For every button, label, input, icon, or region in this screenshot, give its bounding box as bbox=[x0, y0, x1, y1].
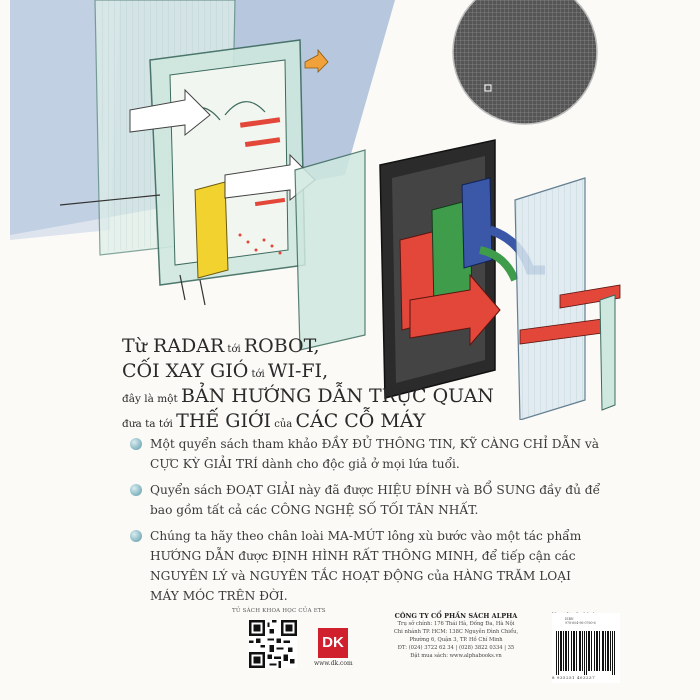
robot-word: ROBOT, bbox=[243, 335, 320, 357]
feature-bullets bbox=[130, 434, 650, 612]
far-right-plate bbox=[600, 295, 615, 410]
bullet-dot-icon bbox=[130, 438, 142, 450]
headline bbox=[122, 336, 542, 436]
qr-code-icon bbox=[249, 620, 297, 668]
dk-logo: DK bbox=[318, 628, 348, 658]
publisher-info: CÔNG TY CỔ PHẦN SÁCH ALPHA Trụ sở chính: 176 Thái Hà, Đống Đa, Hà Nội Chi nhánh TP. HCM: 138C Nguyễn Đình Chiểu, Phường 6, Quận 3, TP. Hồ Chí Minh ĐT: (024) 3722 62 34 | (028) 3822 0334 | 35 Đặt mua sách: www.alphabooks.vn bbox=[381, 612, 531, 660]
bullet-item: Chúng ta hãy theo chân loài MA-MÚT lông xù bước vào một tác phẩm HƯỚNG DẪN được ĐỊNH HÌNH RẤT THÔNG MINH, để tiếp cận các NGUYÊN LÝ và NGUYÊN TẮC HOẠT ĐỘNG của HÀNG TRĂM LOẠI MÁY MÓC TRÊN ĐỜI. bbox=[130, 526, 650, 606]
headline-line-3: đây là một BẢN HƯỚNG DẪN TRỰC QUAN bbox=[122, 385, 494, 407]
yellow-part bbox=[195, 182, 228, 278]
bullet-item: Một quyển sách tham khảo ĐẦY ĐỦ THÔNG TIN, KỸ CÀNG CHỈ DẪN và CỰC KỲ GIẢI TRÍ dành cho độc giả ở mọi lứa tuổi. bbox=[130, 434, 650, 474]
barcode-number: 8 935251 403237 bbox=[552, 675, 596, 680]
bullet-dot-icon bbox=[130, 530, 142, 542]
radar-word: RADAR bbox=[152, 335, 225, 357]
headline-line-4: đưa ta tới THẾ GIỚI của CÁC CỖ MÁY bbox=[122, 410, 426, 432]
dk-website: www.dk.com bbox=[314, 660, 353, 667]
headline-line-1: Từ RADAR tới ROBOT, bbox=[122, 335, 320, 357]
isbn-label: ISBN 978-604-96-0760-6 bbox=[565, 617, 596, 625]
headline-line-2: CỐI XAY GIÓ tới WI-FI, bbox=[122, 360, 329, 382]
series-label: TỦ SÁCH KHOA HỌC CỦA ETS bbox=[232, 608, 326, 614]
middle-glass-panel bbox=[295, 150, 365, 350]
magnified-pixel-grid bbox=[453, 0, 597, 124]
publisher-name: CÔNG TY CỔ PHẦN SÁCH ALPHA bbox=[394, 612, 518, 620]
bullet-item: Quyển sách ĐOẠT GIẢI này đã được HIỆU ĐÍNH và BỔ SUNG đầy đủ để bao gồm tất cả các CÔNG NGHỆ SỐ TỐI TÂN NHẤT. bbox=[130, 480, 650, 520]
bullet-dot-icon bbox=[130, 484, 142, 496]
